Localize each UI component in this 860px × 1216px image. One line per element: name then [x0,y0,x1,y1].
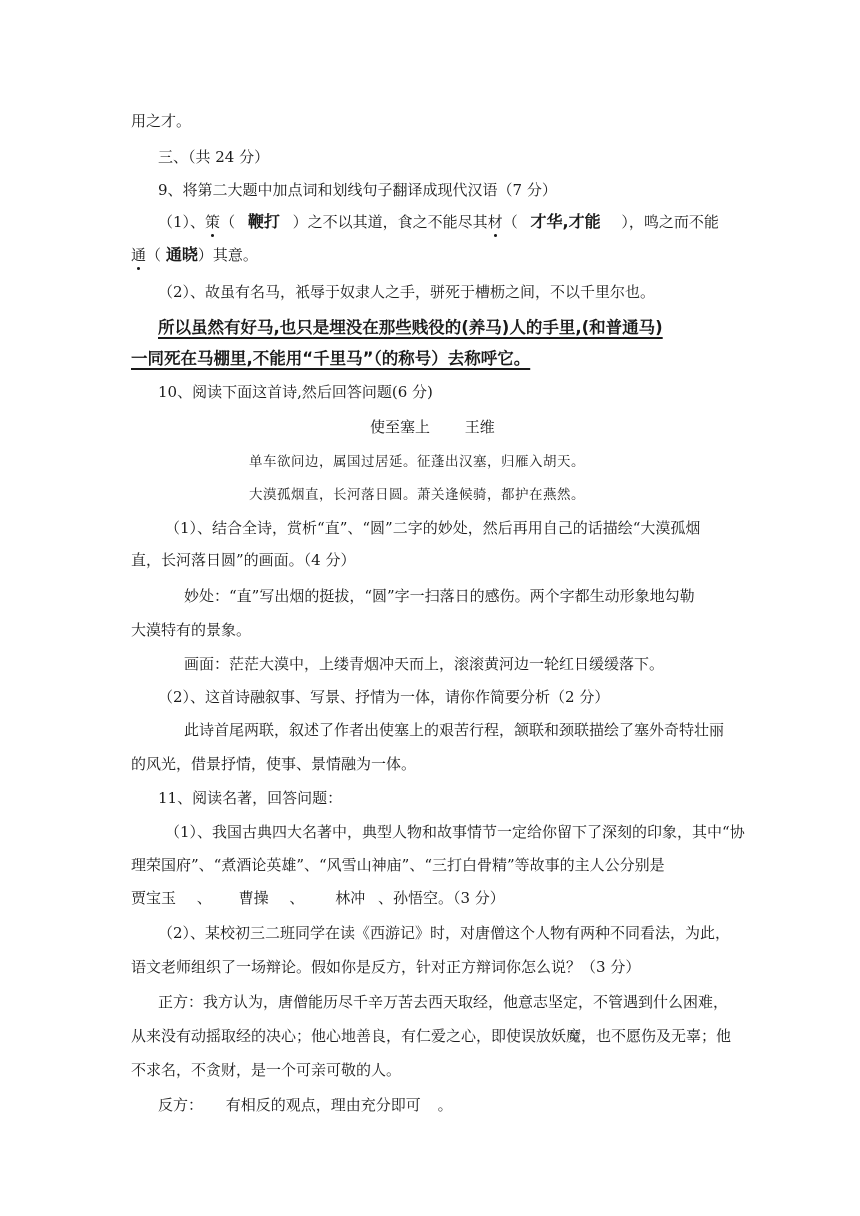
con-argument [158,1095,453,1115]
question-10-part-1: （1）、结合全诗，赏析“直”、“圆”二字的妙处，然后再用自己的话描绘“大漠孤烟 [165,519,701,537]
question-9-part-2: （2）、故虽有名马，衹辱于奴隶人之手，骈死于槽枥之间，不以千里尔也。 [158,283,656,301]
answer: 鞭打 [247,212,280,231]
answer-text: 画面：茫茫大漠中，上缕青烟冲天而上，滚滚黄河边一轮红日缓缓落下。 [184,655,665,673]
text: （ [220,213,236,231]
text: 、 [196,889,212,907]
answer-text: 此诗首尾两联，叙述了作者出使塞上的艰苦行程，颔联和颈联描绘了塞外奇特壮丽 [184,721,725,739]
text-line: 用之才。 [131,112,192,130]
answer: 才华,才能 [530,212,601,231]
answer: 贾宝玉 [131,889,177,907]
answer: 有相反的观点，理由充分即可 [225,1096,421,1114]
pro-argument: 正方：我方认为，唐僧能历尽千辛万苦去西天取经，他意志坚定，不管遇到什么困难， [158,993,729,1011]
label: 反方： [158,1096,204,1114]
translation-answer: 一同死在马棚里,不能用“千里马”（的称号）去称呼它。 [131,349,531,368]
poem-line: 大漠孤烟直，长河落日圆。萧关逢候骑，都护在燕然。 [249,487,585,503]
text: （ [502,213,518,231]
question-9-part-1-cont [131,245,258,265]
question-10: 10、阅读下面这首诗,然后回答问题(6 分) [158,383,433,401]
pro-argument: 从来没有动摇取经的决心；他心地善良，有仁爱之心，即使误放妖魔，也不愿伤及无辜；他 [131,1027,732,1045]
dotted-word: 策 [205,213,221,231]
question-10-part-1-cont: 直，长河落日圆”的画面。（4 分） [131,551,356,569]
answer: 曹操 [238,889,269,907]
text: （ [146,246,162,264]
translation-answer: 所以虽然有好马,也只是埋没在那些贱役的(养马)人的手里,(和普通马) [158,318,663,337]
section-heading: 三、（共 24 分） [158,148,270,166]
dotted-word: 通 [131,246,147,264]
pro-argument: 不求名，不贪财，是一个可亲可敬的人。 [131,1061,402,1079]
text: 、孙悟空。（3 分） [377,889,505,907]
poem-title [370,417,495,437]
question-11-part-1-cont: 理荣国府”、“煮酒论英雄”、“风雪山神庙”、“三打白骨精”等故事的主人公分别是 [131,856,665,874]
text: ）其意。 [197,246,258,264]
label: （1）、 [158,213,206,231]
title: 使至塞上 [370,418,431,436]
text: ）之不以其道，食之不能尽其 [292,213,488,231]
question-9-part-1 [158,212,719,232]
question-11: 11、阅读名著，回答问题： [158,789,343,807]
question-11-part-2-cont: 语文老师组织了一场辩论。假如你是反方，针对正方辩词你怎么说？（3 分） [131,958,641,976]
answer: 林冲 [335,889,366,907]
text: 、 [289,889,305,907]
text: 。 [437,1096,453,1114]
question-10-part-2: （2）、这首诗融叙事、写景、抒情为一体，请你作简要分析（2 分） [158,688,610,706]
answer-text: 的风光，借景抒情，使事、景情融为一体。 [131,755,417,773]
answer: 通晓 [165,245,198,264]
question-9: 9、将第二大题中加点词和划线句子翻译成现代汉语（7 分） [158,181,557,199]
answer-text: 大漠特有的景象。 [131,621,252,639]
question-11-part-1: （1）、我国古典四大名著中，典型人物和故事情节一定给你留下了深刻的印象，其中“协 [165,823,745,841]
author: 王维 [464,418,495,436]
answer-line [131,888,505,908]
question-11-part-2: （2）、某校初三二班同学在读《西游记》时，对唐僧这个人物有两种不同看法，为此， [158,924,731,942]
poem-line: 单车欲问边，属国过居延。征蓬出汉塞，归雁入胡天。 [249,454,585,470]
answer-text: 妙处：“直”写出烟的挺拔，“圆”字一扫落日的感伤。两个字都生动形象地勾勒 [184,587,695,605]
text: ），鸣之而不能 [621,213,719,231]
dotted-word: 材 [487,213,503,231]
